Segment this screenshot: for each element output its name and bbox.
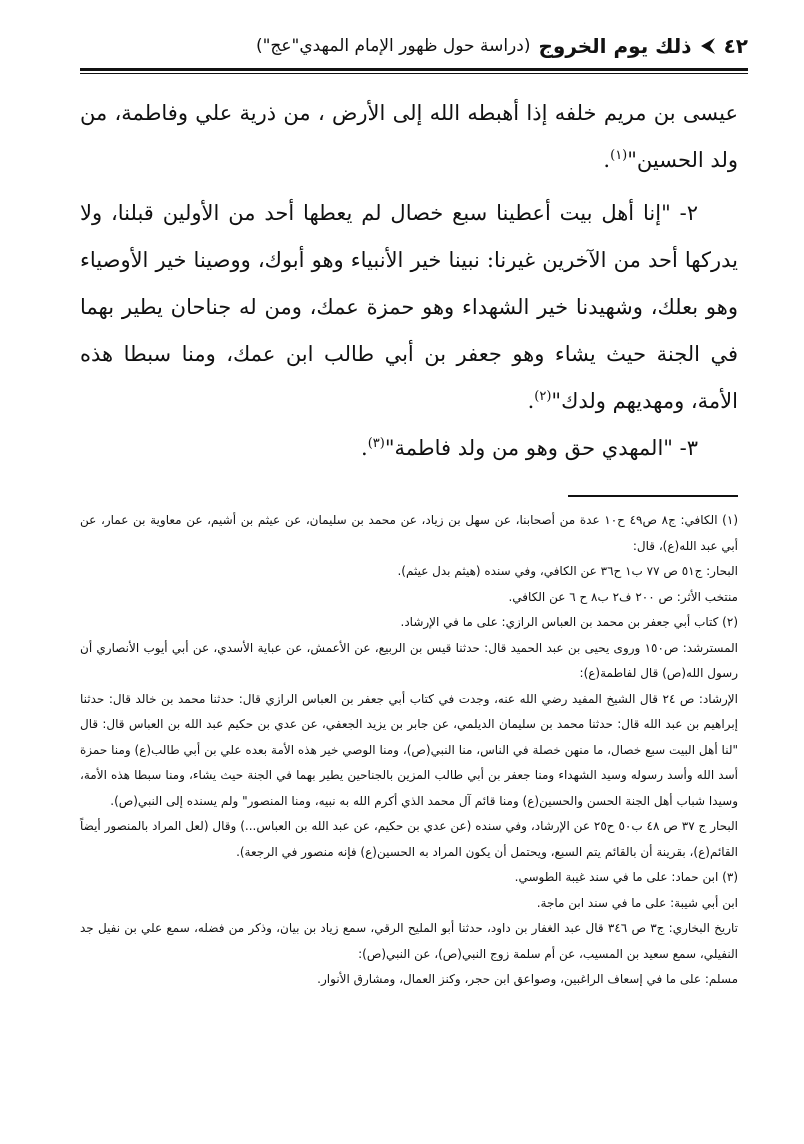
footnote-ref: (٢)	[534, 389, 552, 404]
running-header	[80, 26, 748, 66]
hadith-2	[80, 190, 738, 425]
footnote-line: المسترشد: ص١٥٠ وروى يحيى بن عبد الحميد قال: حدثنا قيس بن الربيع، عن الأعمش، عن عباية الأسدي، عن أبي أيوب الأنصاري أن رسول الله(ص) قال لفاطمة(ع):	[80, 640, 739, 680]
header-rule	[80, 68, 748, 71]
paragraph-text: عيسى بن مريم خلفه إذا أهبطه الله إلى الأرض ، من ذرية علي وفاطمة، من ولد الحسين"	[80, 101, 738, 172]
footnote-line: (٢) كتاب أبي جعفر بن محمد بن العباس الرازي: على ما في الإرشاد.	[400, 615, 738, 629]
book-title: ذلك يوم الخروج	[538, 34, 692, 58]
header-rule-thin	[80, 73, 748, 74]
footnote-line: البحار: ج٥١ ص ٧٧ ب١ ح٣٦ عن الكافي، وفي سنده (هيثم بدل عيثم).	[397, 564, 738, 578]
footnote-ref: (٣)	[367, 436, 385, 451]
footnote-line: مسلم: على ما في إسعاف الراغبين، وصواعق ابن حجر، وكنز العمال، ومشارق الأنوار.	[317, 972, 738, 986]
paragraph-text: ٣- "المهدي حق وهو من ولد فاطمة"	[384, 436, 698, 460]
paragraph-end: .	[361, 436, 368, 460]
paragraph-end: .	[603, 148, 611, 172]
main-text	[80, 90, 738, 472]
hadith-3	[80, 425, 738, 472]
arrow-left-icon	[700, 37, 716, 55]
paragraph-end: .	[527, 389, 535, 413]
footnote-line: البحار ج ٣٧ ص ٤٨ ب٥٠ ح٢٥ عن الإرشاد، وفي سنده (عن عدي بن حكيم، عن عبد الله بن العباس...) وقال (لعل المراد بالمنصور أيضاً القائم(ع)، بقرينة أن بالقائم يتم السبع، ويحتمل أن يكون المراد به الحسين(ع) فإنه منصور في الرجعة).	[80, 819, 739, 859]
footnotes	[80, 508, 738, 993]
footnote-line: (٣) ابن حماد: على ما في سند غيبة الطوسي.	[514, 870, 738, 884]
page-number: ٤٢	[723, 34, 748, 58]
footnote-line: ابن أبي شيبة: على ما في سند ابن ماجة.	[536, 895, 738, 910]
book-subtitle: (دراسة حول ظهور الإمام المهدي"عج")	[255, 36, 531, 56]
footnote-ref: (١)	[610, 148, 628, 163]
footnote-separator	[568, 495, 738, 497]
footnote-line: تاريخ البخاري: ج٣ ص ٣٤٦ قال عبد الغفار بن داود، حدثنا أبو المليح الرقي، سمع زياد بن بيان، وذكر من فضله، سمع علي بن نفيل جد النفيلي، سمع سعيد بن المسيب، عن أم سلمة زوج النبي(ص)، عن النبي(ص):	[80, 921, 739, 961]
paragraph-continuation	[80, 90, 738, 184]
footnote-line: الإرشاد: ص ٢٤ قال الشيخ المفيد رضي الله عنه، وجدت في كتاب أبي جعفر بن العباس الرازي قال: حدثنا محمد بن خالد قال: حدثنا إبراهيم بن عبد الله قال: حدثنا محمد بن سليمان الديلمي، عن جابر بن يزيد الجعفي، عن عدي بن حكيم عبد الله بن العباس قال: قال "لنا أهل البيت سبع خصال، ما منهن خصلة في الناس، منا النبي(ص)، ومنا الوصي خير هذه الأمة بعده علي بن أبي طالب(ع) ومنا حمزة أسد الله وأسد رسوله وسيد الشهداء ومنا جعفر بن أبي طالب المزين بالجناحين يطير بهما في الجنة حيث يشاء، ومنا سبطا هذه الأمة، وسيدا شباب أهل الجنة الحسن والحسين(ع) ومنا قائم آل محمد الذي أكرم الله به نبيه، ومنا المنصور" ولم يسنده إلى النبي(ص).	[80, 691, 738, 808]
paragraph-text: ٢- "إنا أهل بيت أعطينا سبع خصال لم يعطها أحد من الأولين قبلنا، ولا يدركها أحد من الآخرين غيرنا: نبينا خير الأنبياء وهو أبوك، ووصينا خير الأوصياء وهو بعلك، وشهيدنا خير الشهداء وهو حمزة عمك، ومن له جناحان يطير بهما في الجنة حيث يشاء وهو جعفر بن أبي طالب ابن عمك، ومنا سبطا هذه الأمة، ومهديهم ولدك"	[80, 201, 738, 413]
footnote-line: (١) الكافي: ج٨ ص٤٩ ح١٠ عدة من أصحابنا، عن سهل بن زياد، عن محمد بن سليمان، عن عيثم بن أشيم، عن معاوية بن عمار، عن أبي عبد الله(ع)، قال:	[80, 513, 739, 553]
footnote-line: منتخب الأثر: ص ٢٠٠ ف٢ ب٨ ح ٦ عن الكافي.	[508, 589, 738, 604]
